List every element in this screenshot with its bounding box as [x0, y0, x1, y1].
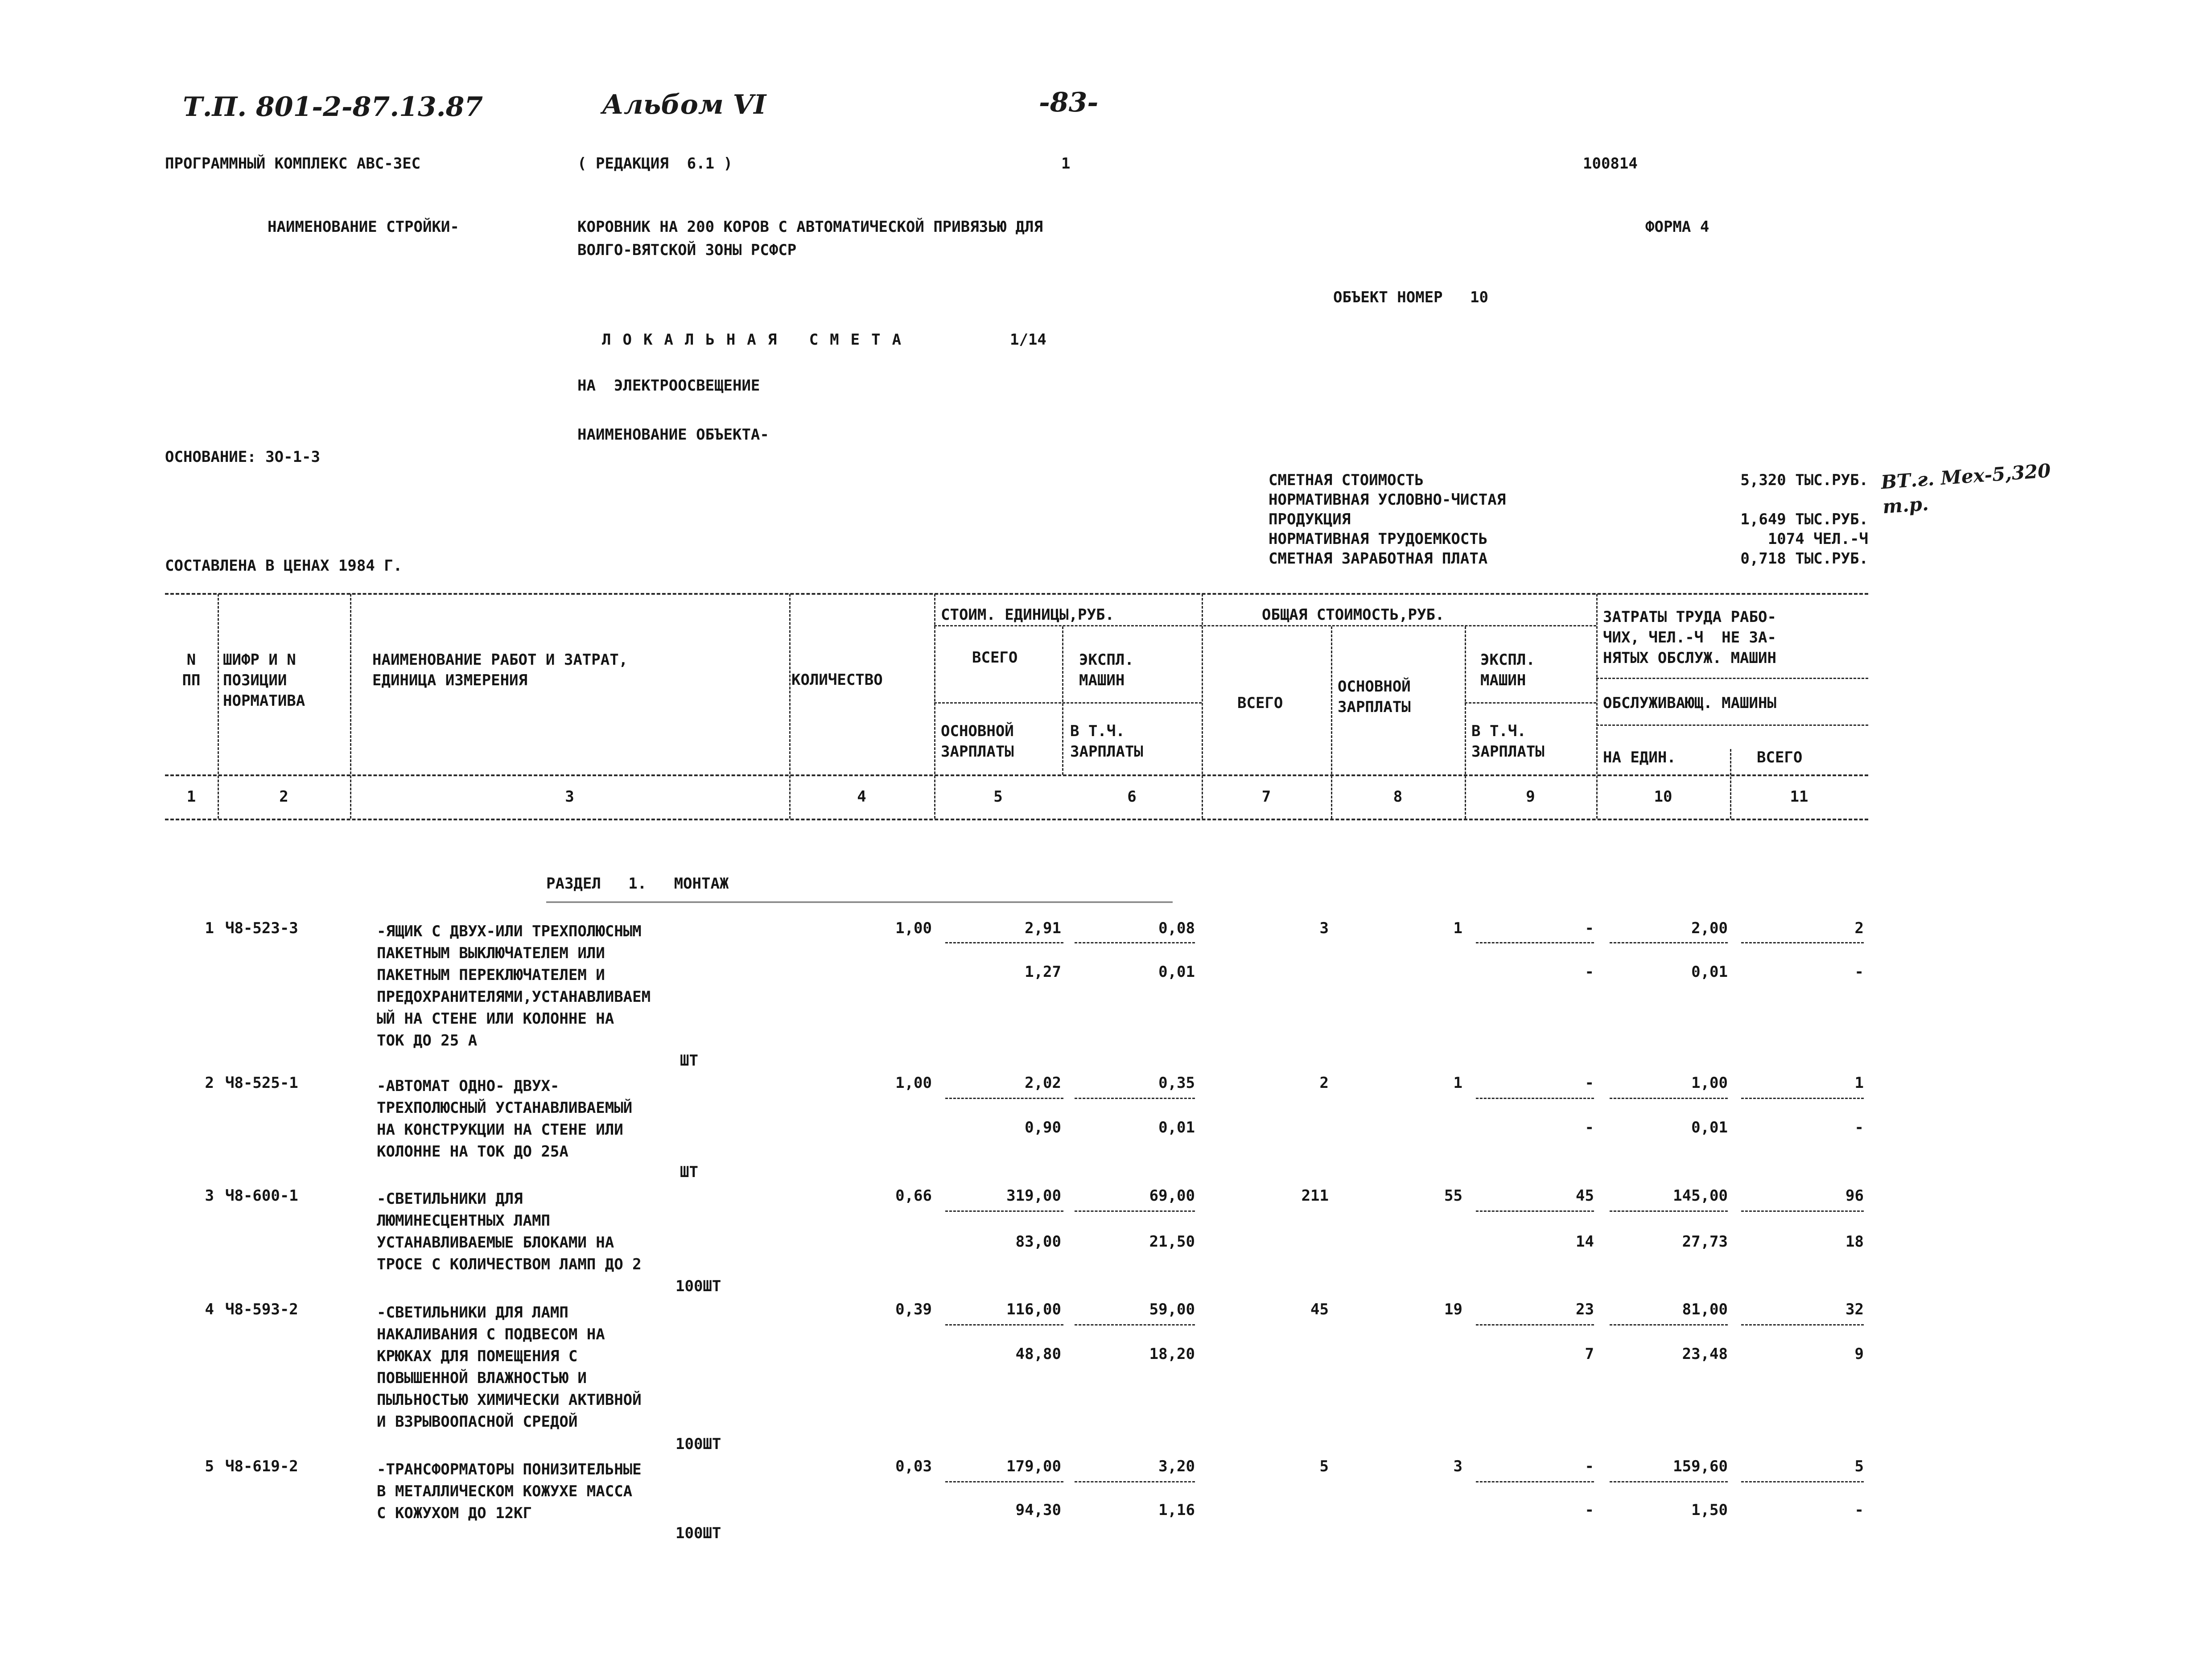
row-name: -СВЕТИЛЬНИКИ ДЛЯ ЛЮМИНЕСЦЕНТНЫХ ЛАМП УСТАНАВЛИВАЕМЫЕ БЛОКАМИ НА ТРОСЕ С КОЛИЧЕСТВОМ ЛАМП ДО 2 [377, 1190, 642, 1273]
row-total-wage: 1 [1453, 919, 1462, 937]
col-header-unit-incl: В Т.Ч. ЗАРПЛАТЫ [1070, 722, 1143, 761]
col-number-7: 7 [1261, 788, 1271, 806]
cell-divider [1075, 1324, 1195, 1326]
header-labor-rule-2 [1596, 725, 1868, 726]
row-labor-unit: 2,00 [1691, 919, 1728, 937]
cell-divider [1741, 1481, 1864, 1482]
header-total-rule [1465, 702, 1596, 704]
cell-divider [1741, 1210, 1864, 1212]
col-header-total-wage: ОСНОВНОЙ ЗАРПЛАТЫ [1338, 678, 1411, 716]
row-number: 4 [205, 1301, 214, 1318]
row-unit-machines: 3,20 [1158, 1457, 1195, 1475]
row-total-incl: - [1585, 1501, 1594, 1519]
row-unit: ШТ [680, 1052, 698, 1070]
row-labor-total: 5 [1854, 1457, 1864, 1475]
row-unit-wage: 0,90 [1025, 1119, 1061, 1136]
cell-divider [1476, 1210, 1594, 1212]
cell-divider [1075, 942, 1195, 943]
row-unit-wage: 83,00 [1015, 1233, 1061, 1251]
summary-label-4: СМЕТНАЯ ЗАРАБОТНАЯ ПЛАТА [1269, 550, 1488, 568]
col-number-6: 6 [1127, 788, 1137, 806]
row-labor-unit-machines: 1,50 [1691, 1501, 1728, 1519]
col-header-name: НАИМЕНОВАНИЕ РАБОТ И ЗАТРАТ, ЕДИНИЦА ИЗМЕРЕНИЯ [372, 651, 628, 689]
section-title: РАЗДЕЛ 1. МОНТАЖ [546, 875, 729, 893]
cell-divider [945, 1098, 1063, 1099]
summary-label-2: ПРОДУКЦИЯ [1269, 510, 1351, 528]
object-number: ОБЪЕКТ НОМЕР 10 [1333, 288, 1488, 306]
table-top-rule [165, 593, 1868, 595]
cell-divider [1610, 1210, 1728, 1212]
row-total: 5 [1319, 1457, 1329, 1475]
col-number-10: 10 [1654, 788, 1672, 806]
row-qty: 1,00 [895, 1074, 932, 1092]
row-total-machines: - [1585, 1457, 1594, 1475]
row-name: -ЯЩИК С ДВУХ-ИЛИ ТРЕХПОЛЮСНЫМ ПАКЕТНЫМ ВЫКЛЮЧАТЕЛЕМ ИЛИ ПАКЕТНЫМ ПЕРЕКЛЮЧАТЕЛЕМ И ПРЕДОХРАНИТЕЛЯМИ,УСТАНАВЛИВАЕМ ЫЙ НА СТЕНЕ ИЛИ КОЛОННЕ НА ТОК ДО 25 А [377, 922, 651, 1050]
sheet-number: 1 [1061, 155, 1071, 173]
row-labor-total: 32 [1845, 1301, 1864, 1318]
summary-value-0: 5,320 ТЫС.РУБ. [1740, 471, 1868, 489]
col-separator [934, 594, 935, 819]
row-labor-total-machines: 9 [1854, 1345, 1864, 1363]
row-number: 3 [205, 1187, 214, 1205]
row-labor-unit: 159,60 [1673, 1457, 1728, 1475]
col-header-qty: КОЛИЧЕСТВО [791, 671, 883, 689]
cell-divider [1476, 1324, 1594, 1326]
row-unit: 100ШТ [676, 1435, 721, 1453]
row-unit-machines: 59,00 [1149, 1301, 1195, 1318]
row-unit-incl: 18,20 [1149, 1345, 1195, 1363]
row-unit-total: 116,00 [1006, 1301, 1061, 1318]
row-name: -ТРАНСФОРМАТОРЫ ПОНИЗИТЕЛЬНЫЕ В МЕТАЛЛИЧЕСКОМ КОЖУХЕ МАССА С КОЖУХОМ ДО 12КГ [377, 1461, 642, 1522]
col-header-total-cost: ОБЩАЯ СТОИМОСТЬ,РУБ. [1262, 606, 1445, 624]
row-total-machines: - [1585, 1074, 1594, 1092]
col-number-2: 2 [279, 788, 288, 806]
object-name-label: НАИМЕНОВАНИЕ ОБЪЕКТА- [577, 426, 769, 444]
col-separator [350, 594, 351, 819]
col-header-labor-total: ВСЕГО [1757, 749, 1803, 766]
row-number: 2 [205, 1074, 214, 1092]
summary-label-1: НОРМАТИВНАЯ УСЛОВНО-ЧИСТАЯ [1269, 491, 1506, 509]
row-total-incl: - [1585, 1119, 1594, 1136]
cell-divider [1476, 1481, 1594, 1482]
row-total: 211 [1301, 1187, 1329, 1205]
program-code: 100814 [1583, 155, 1638, 173]
row-number: 5 [205, 1457, 214, 1475]
col-separator [218, 594, 219, 819]
cell-divider [1075, 1098, 1195, 1099]
estimate-subject: НА ЭЛЕКТРООСВЕЩЕНИЕ [577, 377, 760, 395]
col-number-9: 9 [1526, 788, 1535, 806]
cell-divider [1741, 1098, 1864, 1099]
row-total-wage: 1 [1453, 1074, 1462, 1092]
row-unit: ШТ [680, 1163, 698, 1181]
header-labor-rule [1596, 678, 1868, 679]
cell-divider [1610, 1098, 1728, 1099]
form-number: ФОРМА 4 [1645, 218, 1709, 236]
row-total: 45 [1310, 1301, 1329, 1318]
col-number-8: 8 [1393, 788, 1403, 806]
edition: ( РЕДАКЦИЯ 6.1 ) [577, 155, 733, 173]
row-labor-unit-machines: 27,73 [1682, 1233, 1728, 1251]
row-unit-machines: 0,35 [1158, 1074, 1195, 1092]
col-header-labor-machines: ОБСЛУЖИВАЮЩ. МАШИНЫ [1603, 694, 1776, 712]
estimate-title: ЛОКАЛЬНАЯ СМЕТА [602, 331, 913, 349]
col-header-total-all: ВСЕГО [1237, 694, 1283, 712]
row-total-incl: - [1585, 963, 1594, 981]
col-header-labor: ЗАТРАТЫ ТРУДА РАБО- ЧИХ, ЧЕЛ.-Ч НЕ ЗА- НЯТЫХ ОБСЛУЖ. МАШИН [1603, 608, 1776, 667]
row-total-incl: 7 [1585, 1345, 1594, 1363]
row-unit-machines: 69,00 [1149, 1187, 1195, 1205]
program-name: ПРОГРАММНЫЙ КОМПЛЕКС АВС-ЗЕС [165, 155, 421, 173]
estimate-correction-handwritten: ВТ.г. Мех-5,320 т.р. [1880, 459, 2051, 518]
summary-label-0: СМЕТНАЯ СТОИМОСТЬ [1269, 471, 1424, 489]
cell-divider [1610, 942, 1728, 943]
basis: ОСНОВАНИЕ: ЗО-1-3 [165, 448, 320, 466]
row-code: Ч8-619-2 [225, 1457, 298, 1475]
row-total-incl: 14 [1576, 1233, 1594, 1251]
row-labor-unit: 81,00 [1682, 1301, 1728, 1318]
row-unit: 100ШТ [676, 1524, 721, 1542]
cell-divider [1610, 1324, 1728, 1326]
row-labor-total-machines: 18 [1845, 1233, 1864, 1251]
row-total: 2 [1319, 1074, 1329, 1092]
summary-value-4: 0,718 ТЫС.РУБ. [1740, 550, 1868, 568]
row-code: Ч8-600-1 [225, 1187, 298, 1205]
row-qty: 0,66 [895, 1187, 932, 1205]
row-unit-machines: 0,08 [1158, 919, 1195, 937]
row-qty: 0,03 [895, 1457, 932, 1475]
header-unit-rule [934, 702, 1202, 704]
row-unit-total: 179,00 [1006, 1457, 1061, 1475]
prices-basis: СОСТАВЛЕНА В ЦЕНАХ 1984 Г. [165, 557, 403, 575]
row-code: Ч8-593-2 [225, 1301, 298, 1318]
row-qty: 1,00 [895, 919, 932, 937]
row-labor-total: 96 [1845, 1187, 1864, 1205]
col-number-5: 5 [993, 788, 1003, 806]
summary-label-3: НОРМАТИВНАЯ ТРУДОЕМКОСТЬ [1269, 530, 1488, 548]
summary-value-3: 1074 ЧЕЛ.-Ч [1767, 530, 1868, 548]
row-labor-unit-machines: 0,01 [1691, 1119, 1728, 1136]
col-separator [1730, 749, 1731, 819]
summary-value-2: 1,649 ТЫС.РУБ. [1740, 510, 1868, 528]
row-unit-incl: 1,16 [1158, 1501, 1195, 1519]
row-total-machines: 23 [1576, 1301, 1594, 1318]
row-number: 1 [205, 919, 214, 937]
construction-name-line1: КОРОВНИК НА 200 КОРОВ С АВТОМАТИЧЕСКОЙ ПРИВЯЗЬЮ ДЛЯ [577, 218, 1043, 236]
cell-divider [1476, 1098, 1594, 1099]
col-header-unit-cost: СТОИМ. ЕДИНИЦЫ,РУБ. [941, 606, 1114, 624]
row-labor-total-machines: - [1854, 1119, 1864, 1136]
col-header-unit-wage: ОСНОВНОЙ ЗАРПЛАТЫ [941, 722, 1014, 761]
row-qty: 0,39 [895, 1301, 932, 1318]
col-separator [1202, 594, 1203, 819]
col-header-total-machines: ЭКСПЛ. МАШИН [1480, 651, 1535, 689]
row-total-machines: - [1585, 919, 1594, 937]
row-unit-wage: 1,27 [1025, 963, 1061, 981]
table-header-rule [165, 774, 1868, 776]
cell-divider [945, 1481, 1063, 1482]
col-header-labor-unit: НА ЕДИН. [1603, 749, 1676, 766]
page-number: -83- [1039, 87, 1099, 118]
row-labor-total-machines: - [1854, 1501, 1864, 1519]
cell-divider [1075, 1481, 1195, 1482]
col-separator [789, 594, 791, 819]
album-handwritten: Альбом VI [602, 89, 766, 120]
construction-name-line2: ВОЛГО-ВЯТСКОЙ ЗОНЫ РСФСР [577, 241, 797, 259]
cell-divider [945, 942, 1063, 943]
row-total-machines: 45 [1576, 1187, 1594, 1205]
row-code: Ч8-525-1 [225, 1074, 298, 1092]
cell-divider [945, 1324, 1063, 1326]
col-header-unit-machines: ЭКСПЛ. МАШИН [1079, 651, 1134, 689]
row-unit-incl: 0,01 [1158, 1119, 1195, 1136]
row-labor-unit: 145,00 [1673, 1187, 1728, 1205]
col-number-1: 1 [186, 788, 196, 806]
row-total-wage: 3 [1453, 1457, 1462, 1475]
row-labor-total: 1 [1854, 1074, 1864, 1092]
col-header-code: ШИФР И N ПОЗИЦИИ НОРМАТИВА [223, 651, 305, 710]
cell-divider [1476, 942, 1594, 943]
row-unit-total: 319,00 [1006, 1187, 1061, 1205]
row-unit: 100ШТ [676, 1277, 721, 1295]
col-header-unit-total: ВСЕГО [972, 649, 1018, 667]
cell-divider [1075, 1210, 1195, 1212]
table-numbers-rule [165, 819, 1868, 820]
col-number-4: 4 [857, 788, 866, 806]
construction-label: НАИМЕНОВАНИЕ СТРОЙКИ- [268, 218, 459, 236]
col-separator [1596, 594, 1598, 819]
row-unit-incl: 21,50 [1149, 1233, 1195, 1251]
col-header-total-incl: В Т.Ч. ЗАРПЛАТЫ [1471, 722, 1545, 761]
row-total: 3 [1319, 919, 1329, 937]
col-number-11: 11 [1790, 788, 1808, 806]
row-unit-total: 2,02 [1025, 1074, 1061, 1092]
row-labor-total-machines: - [1854, 963, 1864, 981]
row-total-wage: 19 [1444, 1301, 1462, 1318]
estimate-number: 1/14 [1010, 331, 1046, 349]
col-header-num: N ПП [182, 651, 201, 689]
row-unit-total: 2,91 [1025, 919, 1061, 937]
row-labor-unit: 1,00 [1691, 1074, 1728, 1092]
row-code: Ч8-523-3 [225, 919, 298, 937]
tp-code-handwritten: Т.П. 801-2-87.13.87 [183, 91, 483, 123]
cell-divider [1610, 1481, 1728, 1482]
row-unit-incl: 0,01 [1158, 963, 1195, 981]
row-total-wage: 55 [1444, 1187, 1462, 1205]
row-unit-wage: 94,30 [1015, 1501, 1061, 1519]
col-number-3: 3 [565, 788, 574, 806]
header-group-rule [934, 625, 1596, 626]
section-underline [546, 902, 1173, 903]
row-name: -АВТОМАТ ОДНО- ДВУХ- ТРЕХПОЛЮСНЫЙ УСТАНАВЛИВАЕМЫЙ НА КОНСТРУКЦИИ НА СТЕНЕ ИЛИ КОЛОННЕ НА ТОК ДО 25А [377, 1077, 633, 1161]
row-labor-unit-machines: 23,48 [1682, 1345, 1728, 1363]
cell-divider [1741, 1324, 1864, 1326]
cell-divider [1741, 942, 1864, 943]
row-labor-unit-machines: 0,01 [1691, 963, 1728, 981]
row-name: -СВЕТИЛЬНИКИ ДЛЯ ЛАМП НАКАЛИВАНИЯ С ПОДВЕСОМ НА КРЮКАХ ДЛЯ ПОМЕЩЕНИЯ С ПОВЫШЕННОЙ ВЛАЖНОСТЬЮ И ПЫЛЬНОСТЬЮ ХИМИЧЕСКИ АКТИВНОЙ И ВЗРЫВООПАСНОЙ СРЕДОЙ [377, 1304, 642, 1431]
row-labor-total: 2 [1854, 919, 1864, 937]
row-unit-wage: 48,80 [1015, 1345, 1061, 1363]
col-separator [1062, 626, 1063, 775]
cell-divider [945, 1210, 1063, 1212]
